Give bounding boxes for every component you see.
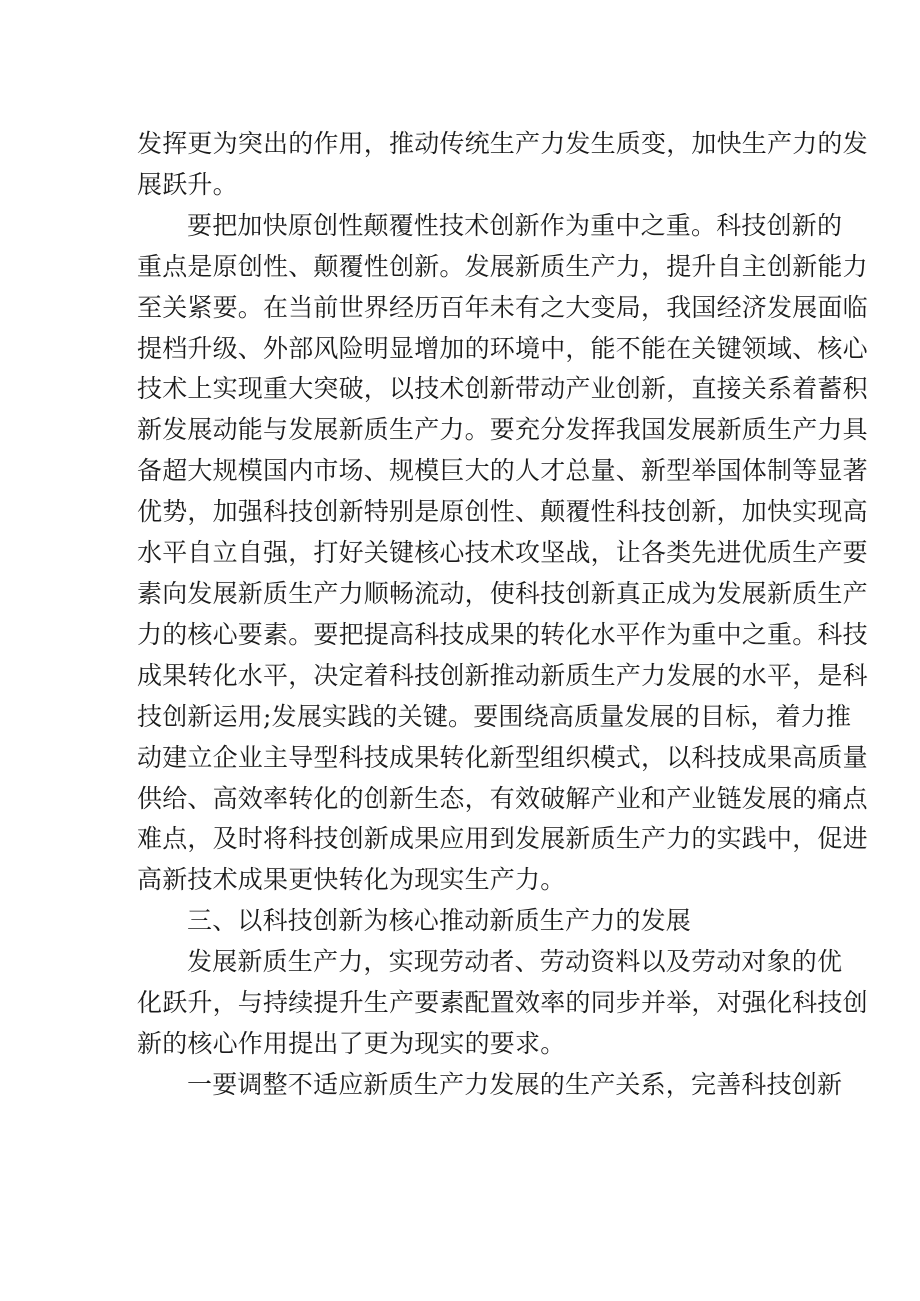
text-line: 备超大规模国内市场、规模巨大的人才总量、新型举国体制等显著 — [137, 456, 868, 486]
text-line: 新发展动能与发展新质生产力。要充分发挥我国发展新质生产力具 — [137, 415, 868, 445]
text-line: 提档升级、外部风险明显增加的环境中，能不能在关键领域、核心 — [137, 333, 868, 363]
text-line: 展跃升。 — [137, 169, 238, 199]
text-line: 发挥更为突出的作用，推动传统生产力发生质变，加快生产力的发 — [137, 129, 868, 158]
text-line: 新的核心作用提出了更为现实的要求。 — [137, 1028, 566, 1058]
paragraph — [137, 206, 868, 901]
text-line: 至关紧要。在当前世界经历百年未有之大变局，我国经济发展面临 — [137, 292, 868, 322]
document-body — [137, 124, 868, 1106]
text-line: 供给、高效率转化的创新生态，有效破解产业和产业链发展的痛点 — [137, 783, 868, 813]
text-line: 成果转化水平，决定着科技创新推动新质生产力发展的水平，是科 — [137, 660, 868, 690]
paragraph — [137, 901, 799, 942]
text-line: 水平自立自强，打好关键核心技术攻坚战，让各类先进优质生产要 — [137, 538, 868, 568]
text-line: 技术上实现重大突破，以技术创新带动产业创新，直接关系着蓄积 — [137, 374, 868, 404]
text-line: 动建立企业主导型科技成果转化新型组织模式，以科技成果高质量 — [137, 742, 868, 772]
paragraph — [137, 1065, 843, 1106]
text-line: 化跃升，与持续提升生产要素配置效率的同步并举，对强化科技创 — [137, 988, 868, 1018]
text-line: 高新技术成果更快转化为现实生产力。 — [137, 865, 566, 895]
text-line: 力的核心要素。要把提高科技成果的转化水平作为重中之重。科技 — [137, 619, 868, 649]
text-line: 技创新运用;发展实践的关键。要围绕高质量发展的目标，着力推 — [137, 701, 852, 731]
text-line: 发展新质生产力，实现劳动者、劳动资料以及劳动对象的优 — [187, 947, 843, 977]
text-line: 重点是原创性、颠覆性创新。发展新质生产力，提升自主创新能力 — [137, 251, 868, 281]
text-line: 要把加快原创性颠覆性技术创新作为重中之重。科技创新的 — [187, 210, 843, 240]
text-line: 难点，及时将科技创新成果应用到发展新质生产力的实践中，促进 — [137, 824, 868, 854]
paragraph — [137, 124, 868, 206]
paragraph — [137, 942, 868, 1065]
text-line: 素向发展新质生产力顺畅流动，使科技创新真正成为发展新质生产 — [137, 578, 868, 608]
text-line: 三、以科技创新为核心推动新质生产力的发展 — [187, 906, 692, 936]
text-line: 一要调整不适应新质生产力发展的生产关系，完善科技创新 — [187, 1069, 843, 1099]
text-line: 优势，加强科技创新特别是原创性、颠覆性科技创新，加快实现高 — [137, 497, 868, 527]
